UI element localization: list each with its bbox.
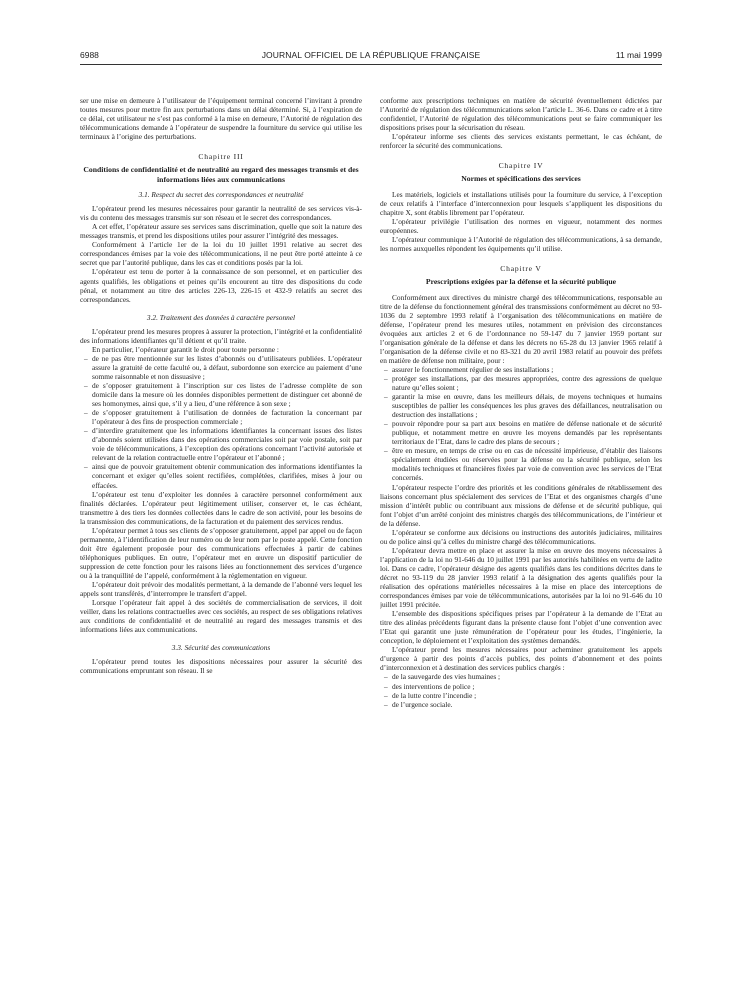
- right-column: [380, 96, 662, 986]
- paragraph: L’opérateur permet à tous ses clients de s’opposer gratuitement, appel par appel ou de façon permanente, à l’identification de leur numéro ou de leur nom par le poste appelé. Cette fonction doit être également proposée pour des communications effectuées à partir de cabines téléphoniques publiques. En outre, l’opérateur met en œuvre un dispositif particulier de suppression de cette fonction pour les raisons liées au fonctionnement des services d’urgence ou à la tranquillité de l’appelé, conformément à la réglementation en vigueur.: [80, 525, 362, 580]
- paragraph: L’opérateur prend les mesures propres à assurer la protection, l’intégrité et la confidentialité des informations identifiantes qu’il détient et qu’il traite.: [80, 326, 362, 345]
- list-item: – de l’urgence sociale.: [380, 700, 662, 709]
- list-item: – de ne pas être mentionnée sur les listes d’abonnés ou d’utilisateurs publiées. L’opérateur assure la gratuité de cette faculté ou, à défaut, subordonne son exercice au paiement d’une somme raisonnable et non dissuasive ;: [80, 354, 362, 381]
- paragraph: L’ensemble des dispositions spécifiques prises par l’opérateur à la demande de l’Etat au titre des alinéas précédents figurant dans la présente clause font l’objet d’une convention avec l’Etat qui garantit une juste rémunération de l’opérateur pour les études, l’ingénierie, la conception, le déploiement et l’exploitation des systèmes demandés.: [380, 609, 662, 646]
- list-item: – d’interdire gratuitement que les informations identifiantes la concernant issues des listes d’abonnés soient utilisées dans des opérations commerciales soit par voie postale, soit par voie de télécommunications, à l’exception des opérations concernant l’activité autorisée et relevant de la relation contractuelle entre l’opérateur et l’abonné ;: [80, 426, 362, 462]
- paragraph: L’opérateur est tenu de porter à la connaissance de son personnel, et en particulier des agents qualifiés, les obligations et peines qu’ils encourent au titre des dispositions du code pénal, et notamment au titre des articles 226-13, 226-15 et 432-9 relatifs au secret des correspondances.: [80, 267, 362, 304]
- chapter-4-label: Chapitre IV: [498, 161, 544, 171]
- paragraph: L’opérateur prend les mesures nécessaires pour acheminer gratuitement les appels d’urgence à partir des points d’accès publics, des points d’abonnement et des points d’interconnexion et à destination des services publics chargés :: [380, 645, 662, 673]
- paragraph: Les matériels, logiciels et installations utilisés pour la fourniture du service, à l’exception de ceux relatifs à l’interface d’interconnexion pour lesquels s’appliquent les dispositions du chapitre X, sont établis librement par l’opérateur.: [380, 189, 662, 217]
- list-item: – de la sauvegarde des vies humaines ;: [380, 672, 662, 681]
- paragraph: L’opérateur privilégie l’utilisation des normes en vigueur, notamment des normes européennes.: [380, 216, 662, 235]
- list-item: – de s’opposer gratuitement à l’inscription sur ces listes de l’adresse complète de son domicile dans la mesure où les données disponibles permettent de distinguer cet abonné de ses homonymes, ainsi que, s’il y a lieu, d’une référence à son sexe ;: [80, 381, 362, 408]
- chapter-3-title: Conditions de confidentialité et de neutralité au regard des messages transmis et des informations liées aux communications: [83, 165, 359, 184]
- paragraph: L’opérateur communique à l’Autorité de régulation des télécommunications, à sa demande, les normes auxquelles répondent les équipements qu’il utilise.: [380, 234, 662, 254]
- list-item: – des interventions de police ;: [380, 682, 662, 691]
- paragraph: Conformément à l’article 1er de la loi du 10 juillet 1991 relative au secret des correspondances émises par la voie des télécommunications, il ne peut être porté atteinte à ce secret que par l’autorité publique, dans les cas et conditions posés par la loi.: [80, 240, 362, 268]
- list-item: – ainsi que de pouvoir gratuitement obtenir communication des informations identifiantes la concernant et exiger qu’elles soient rectifiées, complétées, clarifiées, mises à jour ou effacées.: [80, 462, 362, 489]
- chapter-5-title: Prescriptions exigées par la défense et la sécurité publique: [425, 277, 617, 287]
- journal-title: JOURNAL OFFICIEL DE LA RÉPUBLIQUE FRANÇAISE: [261, 50, 481, 60]
- chapter-5-label: Chapitre V: [500, 264, 542, 274]
- left-column: [80, 96, 362, 986]
- paragraph: L’opérateur se conforme aux décisions ou instructions des autorités judiciaires, militaires ou de police ainsi qu’à celles du ministre chargé des télécommunications.: [380, 527, 662, 546]
- section-3-2-title: 3.2. Traitement des données à caractère personnel: [146, 312, 296, 322]
- list-item: – être en mesure, en temps de crise ou en cas de nécessité impérieuse, d’établir des liaisons spécialement étudiées ou réservées pour la défense ou la sécurité publique, selon les modalités techniques et financières fixées par voie de convention avec les services de l’Etat concernés.: [380, 446, 662, 482]
- list-item: – garantir la mise en œuvre, dans les meilleurs délais, de moyens techniques et humains susceptibles de pallier les conséquences les plus graves des défaillances, neutralisation ou destruction des installations ;: [380, 392, 662, 419]
- page-header: [80, 50, 662, 64]
- paragraph: L’opérateur informe ses clients des services existants permettant, le cas échéant, de renforcer la sécurité des communications.: [380, 132, 662, 151]
- paragraph: L’opérateur doit prévoir des modalités permettant, à la demande de l’abonné vers lequel les appels sont transférés, d’interrompre le transfert d’appel.: [80, 580, 362, 599]
- paragraph: L’opérateur prend les mesures nécessaires pour garantir la neutralité de ses services vis-à-vis du contenu des messages transmis sur son réseau et le secret des correspondances.: [80, 204, 362, 223]
- emergency-services-list: [380, 672, 662, 708]
- chapter-3-label: Chapitre III: [198, 152, 244, 162]
- paragraph: A cet effet, l’opérateur assure ses services sans discrimination, quelle que soit la nature des messages transmis, et prend les dispositions utiles pour assurer l’intégrité des messages.: [80, 222, 362, 241]
- issue-date: 11 mai 1999: [615, 50, 662, 60]
- section-3-3-title: 3.3. Sécurité des communications: [171, 643, 271, 653]
- list-item: – de s’opposer gratuitement à l’utilisation de données de facturation la concernant par l’opérateur à des fins de prospection commerciale ;: [80, 408, 362, 426]
- intro-paragraph: ser une mise en demeure à l’utilisateur de l’équipement terminal concerné l’invitant à prendre toutes mesures pour mettre fin aux perturbations dans un délai déterminé. Si, à l’expiration de ce délai, cet utilisateur ne s’est pas conformé à la mise en demeure, l’Autorité de régulation des télécommunications demande à l’opérateur de suspendre la fourniture du service qui utilise les terminaux à l’origine des perturbations.: [80, 96, 362, 142]
- paragraph: L’opérateur respecte l’ordre des priorités et les conditions générales de rétablissement des liaisons concernant plus spécialement des services de l’Etat et des organismes chargés d’une mission d’intérêt public ou contribuant aux missions de défense et de sécurité publique, qui font l’objet d’un arrêté conjoint des ministres chargés des télécommunications, de l’intérieur et de la défense.: [380, 482, 662, 528]
- continued-paragraph: conforme aux prescriptions techniques en matière de sécurité éventuellement édictées par l’Autorité de régulation des télécommunications selon l’article L. 36-6. Dans ce cadre et à titre confidentiel, l’Autorité de régulation des télécommunications peut se faire communiquer les dispositions prises pour la sécurisation du réseau.: [380, 96, 662, 133]
- section-3-1-title: 3.1. Respect du secret des correspondances et neutralité: [138, 190, 304, 200]
- paragraph: L’opérateur prend toutes les dispositions nécessaires pour assurer la sécurité des communications empruntant son réseau. Il se: [80, 657, 362, 676]
- paragraph: Conformément aux directives du ministre chargé des télécommunications, responsable au titre de la défense du fonctionnement général des transmissions conformément au décret no 93-1036 du 2 septembre 1993 relatif à l’organisation des télécommunications en matière de défense, l’opérateur prend les mesures utiles, notamment en prévision des circonstances évoquées aux articles 2 et 6 de l’ordonnance no 59-147 du 7 janvier 1959 portant sur l’organisation générale de la défense et dans les décrets no 65-28 du 13 janvier 1965 relatif à l’organisation de la défense civile et no 83-321 du 20 avril 1983 relatif au pouvoir des préfets en matière de défense non militaire, pour :: [380, 292, 662, 365]
- chapter-4-title: Normes et spécifications des services: [461, 174, 581, 184]
- list-item: – de la lutte contre l’incendie ;: [380, 691, 662, 700]
- header-rule: [80, 64, 662, 65]
- rights-list: [80, 354, 362, 490]
- list-item: – assurer le fonctionnement régulier de ses installations ;: [380, 365, 662, 374]
- defense-measures-list: [380, 365, 662, 483]
- paragraph: En particulier, l’opérateur garantit le droit pour toute personne :: [92, 344, 279, 354]
- paragraph: Lorsque l’opérateur fait appel à des sociétés de commercialisation de services, il doit veiller, dans les relations contractuelles avec ces sociétés, au respect de ses obligations relatives aux conditions de confidentialité et de neutralité au regard des messages transmis et des informations liées aux communications.: [80, 598, 362, 635]
- list-item: – pouvoir répondre pour sa part aux besoins en matière de défense nationale et de sécurité publique, et notamment mettre en œuvre les moyens demandés par les représentants territoriaux de l’Etat, dans le cadre des plans de secours ;: [380, 419, 662, 446]
- paragraph: L’opérateur devra mettre en place et assurer la mise en œuvre des moyens nécessaires à l’application de la loi no 91-646 du 10 juillet 1991 par les autorités habilitées en vertu de ladite loi. Dans ce cadre, l’opérateur désigne des agents qualifiés dans les conditions décrites dans le décret no 93-119 du 28 janvier 1993 relatif à la désignation des agents qualifiés pour la réalisation des opérations matérielles nécessaires à la mise en place des interceptions de correspondances émises par voie de télécommunications, autorisées par la loi no 91-646 du 10 juillet 1991 précitée.: [380, 545, 662, 610]
- paragraph: L’opérateur est tenu d’exploiter les données à caractère personnel conformément aux finalités déclarées. L’opérateur peut légitimement utiliser, conserver et, le cas échéant, transmettre à des tiers les données collectées dans le cadre de son activité, pour les besoins de la transmission des communications, de la facturation et du paiement des services rendus.: [80, 489, 362, 526]
- list-item: – protéger ses installations, par des mesures appropriées, contre des agressions de quelque nature qu’elles soient ;: [380, 374, 662, 392]
- page-number: 6988: [80, 50, 99, 60]
